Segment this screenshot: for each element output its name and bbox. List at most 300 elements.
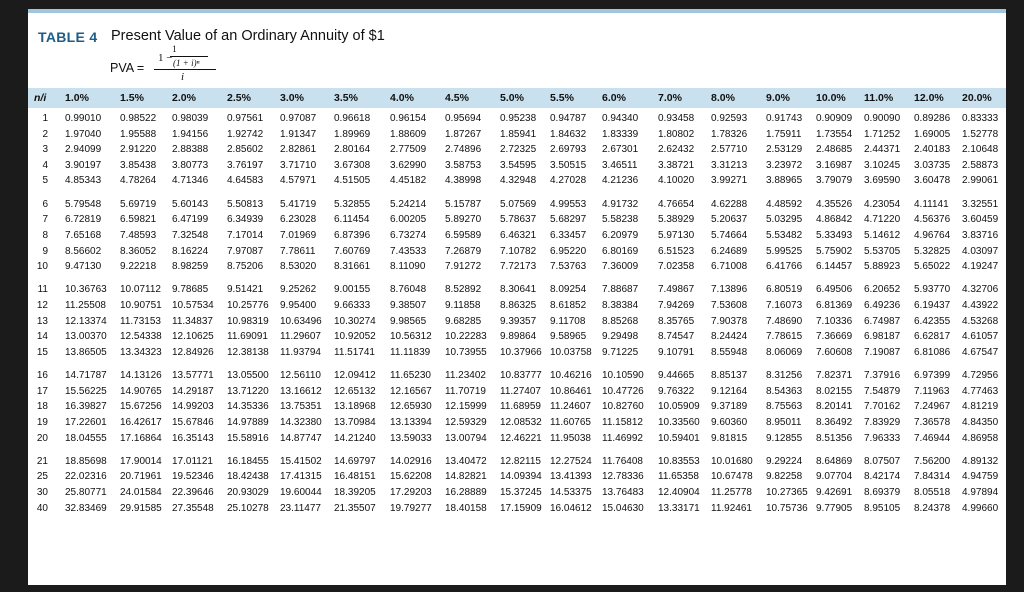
pva-value: 7.11963 xyxy=(914,385,950,397)
pva-value: 0.90090 xyxy=(864,113,901,124)
header-n-over-i: n/i xyxy=(34,92,47,104)
pva-value: 9.11708 xyxy=(550,315,586,327)
pva-value: 11.51741 xyxy=(334,346,375,358)
pva-value: 2.94099 xyxy=(65,144,102,156)
pva-value: 9.71225 xyxy=(602,346,639,358)
pva-value: 7.83929 xyxy=(864,416,901,428)
pva-value: 9.44665 xyxy=(658,370,695,382)
formula-main-fraction-bar xyxy=(154,69,216,70)
pva-value: 4.23054 xyxy=(864,198,901,210)
period-n: 4 xyxy=(42,159,48,171)
pva-value: 7.65168 xyxy=(65,229,102,241)
period-n: 19 xyxy=(36,416,48,428)
pva-value: 9.07704 xyxy=(816,471,853,483)
pva-value: 5.32825 xyxy=(914,245,951,257)
pva-value: 7.70162 xyxy=(864,401,901,413)
pva-value: 18.40158 xyxy=(445,502,487,514)
pva-value: 13.00794 xyxy=(445,432,487,444)
pva-value: 6.34939 xyxy=(227,214,264,226)
pva-value: 13.18968 xyxy=(334,401,376,413)
pva-value: 2.44371 xyxy=(864,144,901,156)
pva-value: 7.60769 xyxy=(334,245,371,257)
period-n: 20 xyxy=(36,432,48,444)
pva-value: 12.59329 xyxy=(445,416,487,428)
pva-value: 11.23402 xyxy=(445,370,486,382)
pva-value: 8.31661 xyxy=(334,261,371,273)
pva-value: 4.61057 xyxy=(962,331,999,343)
formula-lhs: PVA = xyxy=(110,61,145,75)
pva-value: 4.97894 xyxy=(962,487,999,498)
formula-one-minus: 1 − xyxy=(158,52,173,64)
pva-value: 8.24378 xyxy=(914,502,951,514)
pva-value: 4.51505 xyxy=(334,175,371,187)
pva-value: 5.68297 xyxy=(550,214,587,226)
pva-value: 4.78264 xyxy=(120,175,157,187)
pva-value: 4.56376 xyxy=(914,214,951,226)
pva-value: 8.02155 xyxy=(816,385,853,397)
pva-value: 8.69379 xyxy=(864,487,901,498)
pva-value: 7.01969 xyxy=(280,229,317,241)
pva-value: 12.10625 xyxy=(172,331,214,343)
pva-value: 9.11858 xyxy=(445,300,481,311)
pva-value: 7.96333 xyxy=(864,432,901,444)
pva-value: 2.48685 xyxy=(816,144,853,156)
pva-value: 6.33457 xyxy=(550,229,587,241)
pva-value: 11.34837 xyxy=(172,315,213,327)
period-n: 25 xyxy=(36,471,48,483)
pva-value: 4.62288 xyxy=(711,198,748,210)
header-rate: 11.0% xyxy=(864,92,894,104)
pva-value: 6.11454 xyxy=(334,214,370,226)
pva-value: 22.02316 xyxy=(65,471,107,483)
pva-value: 17.41315 xyxy=(280,471,322,483)
pva-value: 9.42691 xyxy=(816,487,853,498)
pva-value: 10.98319 xyxy=(227,315,269,327)
pva-value: 14.29187 xyxy=(172,385,214,397)
pva-value: 12.15999 xyxy=(445,401,487,413)
pva-value: 6.20979 xyxy=(602,229,639,241)
pva-value: 14.97889 xyxy=(227,416,269,428)
pva-value: 6.73274 xyxy=(390,229,427,241)
header-rate: 3.5% xyxy=(334,92,358,104)
pva-value: 8.36492 xyxy=(816,416,853,428)
header-rate: 2.5% xyxy=(227,92,251,104)
pva-value: 7.43533 xyxy=(390,245,427,257)
pva-value: 8.95105 xyxy=(864,502,901,514)
pva-value: 0.99010 xyxy=(65,113,102,124)
pva-value: 12.27524 xyxy=(550,455,592,467)
pva-value: 11.65358 xyxy=(658,471,699,483)
pva-value: 10.75736 xyxy=(766,502,808,514)
pva-value: 5.79548 xyxy=(65,198,102,210)
pva-value: 10.59401 xyxy=(658,432,700,444)
pva-value: 5.74664 xyxy=(711,229,748,241)
table-row xyxy=(28,198,1006,213)
pva-value: 5.78637 xyxy=(500,214,537,226)
pva-value: 11.68959 xyxy=(500,401,541,413)
period-n: 16 xyxy=(36,370,48,382)
pva-value: 18.04555 xyxy=(65,432,107,444)
period-n: 18 xyxy=(36,401,48,413)
table-row xyxy=(28,112,1006,127)
pva-value: 10.82760 xyxy=(602,401,644,413)
pva-value: 6.14457 xyxy=(816,261,853,273)
pva-value: 12.38138 xyxy=(227,346,269,358)
pva-value: 4.11141 xyxy=(914,198,949,210)
pva-value: 0.94340 xyxy=(602,113,639,124)
header-rate: 1.0% xyxy=(65,92,89,104)
pva-value: 6.74987 xyxy=(864,315,901,327)
pva-value: 5.99525 xyxy=(766,245,803,257)
pva-value: 3.03735 xyxy=(914,159,951,171)
period-n: 1 xyxy=(42,113,48,124)
pva-value: 7.10336 xyxy=(816,315,853,327)
pva-value: 1.88609 xyxy=(390,128,427,140)
pva-value: 4.86842 xyxy=(816,214,853,226)
pva-value: 4.81219 xyxy=(962,401,999,413)
pva-value: 5.41719 xyxy=(280,198,317,210)
pva-value: 14.21240 xyxy=(334,432,376,444)
pva-value: 6.20652 xyxy=(864,284,901,296)
pva-value: 6.46321 xyxy=(500,229,537,241)
pva-value: 10.30274 xyxy=(334,315,376,327)
pva-value: 8.09254 xyxy=(550,284,587,296)
pva-value: 5.32855 xyxy=(334,198,371,210)
table-row xyxy=(28,159,1006,174)
table-row xyxy=(28,315,1006,330)
pva-value: 8.98259 xyxy=(172,261,209,273)
pva-value: 8.38384 xyxy=(602,300,639,311)
table-row xyxy=(28,346,1006,361)
pva-value: 3.54595 xyxy=(500,159,537,171)
pva-value: 6.24689 xyxy=(711,245,748,257)
pva-value: 1.94156 xyxy=(172,128,209,140)
pva-value: 19.60044 xyxy=(280,487,322,498)
table-row xyxy=(28,455,1006,470)
pva-value: 7.26879 xyxy=(445,245,482,257)
pva-value: 24.01584 xyxy=(120,487,162,498)
formula-denominator: i xyxy=(181,71,185,83)
pva-value: 14.53375 xyxy=(550,487,592,498)
pva-value: 16.28889 xyxy=(445,487,487,498)
pva-value: 8.31256 xyxy=(766,370,803,382)
pva-value: 5.69719 xyxy=(120,198,157,210)
table-row xyxy=(28,245,1006,260)
pva-value: 9.12855 xyxy=(766,432,803,444)
pva-value: 7.48593 xyxy=(120,229,157,241)
pva-value: 1.89969 xyxy=(334,128,371,140)
pva-value: 3.76197 xyxy=(227,159,264,171)
pva-value: 8.61852 xyxy=(550,300,587,311)
pva-value: 3.71710 xyxy=(280,159,317,171)
pva-value: 4.99553 xyxy=(550,198,587,210)
pva-value: 8.35765 xyxy=(658,315,695,327)
pva-value: 7.94269 xyxy=(658,300,695,311)
pva-value: 3.99271 xyxy=(711,175,748,187)
pva-value: 20.71961 xyxy=(120,471,162,483)
pva-value: 0.83333 xyxy=(962,113,999,124)
pva-value: 3.16987 xyxy=(816,159,853,171)
pva-value: 7.37916 xyxy=(864,370,901,382)
pva-value: 2.85602 xyxy=(227,144,264,156)
pva-value: 9.22218 xyxy=(120,261,157,273)
pva-value: 4.53268 xyxy=(962,315,999,327)
pva-value: 1.95588 xyxy=(120,128,157,140)
pva-value: 11.11839 xyxy=(390,346,431,358)
pva-value: 12.54338 xyxy=(120,331,162,343)
pva-value: 21.35507 xyxy=(334,502,376,514)
pva-value: 9.95400 xyxy=(280,300,317,311)
pva-value: 0.94787 xyxy=(550,113,587,124)
pva-value: 7.56200 xyxy=(914,455,951,467)
pva-value: 4.10020 xyxy=(658,175,695,187)
pva-value: 11.69091 xyxy=(227,331,268,343)
pva-value: 4.64583 xyxy=(227,175,264,187)
pva-value: 1.52778 xyxy=(962,128,999,140)
pva-value: 3.23972 xyxy=(766,159,803,171)
pva-value: 7.60608 xyxy=(816,346,853,358)
pva-value: 5.65022 xyxy=(914,261,951,273)
pva-value: 8.75206 xyxy=(227,261,264,273)
pva-value: 6.59821 xyxy=(120,214,157,226)
pva-value: 8.06069 xyxy=(766,346,803,358)
pva-value: 0.91743 xyxy=(766,113,803,124)
pva-value: 7.82371 xyxy=(816,370,853,382)
pva-value: 6.23028 xyxy=(280,214,317,226)
pva-value: 9.76322 xyxy=(658,385,695,397)
header-rate: 10.0% xyxy=(816,92,846,104)
period-n: 7 xyxy=(42,214,48,226)
pva-value: 8.76048 xyxy=(390,284,427,296)
pva-value: 6.80519 xyxy=(766,284,803,296)
pva-value: 3.60459 xyxy=(962,214,999,226)
pva-value: 9.51421 xyxy=(227,284,264,296)
pva-value: 13.59033 xyxy=(390,432,432,444)
pva-value: 10.01680 xyxy=(711,455,753,467)
pva-value: 10.27365 xyxy=(766,487,808,498)
pva-value: 14.69797 xyxy=(334,455,376,467)
table-row xyxy=(28,174,1006,189)
pva-value: 2.77509 xyxy=(390,144,427,156)
pva-value: 9.68285 xyxy=(445,315,482,327)
pva-value: 1.92742 xyxy=(227,128,264,140)
pva-value: 10.33560 xyxy=(658,416,700,428)
pva-value: 8.05518 xyxy=(914,487,951,498)
table-row xyxy=(28,400,1006,415)
formula-frac-bottom: (1 + i)ⁿ xyxy=(173,58,200,68)
pva-value: 17.16864 xyxy=(120,432,162,444)
period-n: 17 xyxy=(36,385,48,397)
pva-value: 12.16567 xyxy=(390,385,432,397)
pva-value: 7.36578 xyxy=(914,416,951,428)
header-rate: 3.0% xyxy=(280,92,304,104)
pva-value: 10.46216 xyxy=(550,370,592,382)
pva-value: 12.84926 xyxy=(172,346,214,358)
pva-value: 8.20141 xyxy=(816,401,853,413)
pva-value: 2.58873 xyxy=(962,159,999,171)
header-rate: 8.0% xyxy=(711,92,735,104)
pva-value: 16.48151 xyxy=(334,471,376,483)
pva-value: 14.90765 xyxy=(120,385,162,397)
pva-value: 4.86958 xyxy=(962,432,999,444)
pva-value: 4.03097 xyxy=(962,245,999,257)
pva-value: 2.74896 xyxy=(445,144,482,156)
pva-value: 1.80802 xyxy=(658,128,695,140)
pva-value: 6.80169 xyxy=(602,245,639,257)
pva-value: 5.89270 xyxy=(445,214,482,226)
pva-value: 6.49236 xyxy=(864,300,901,311)
pva-value: 5.58238 xyxy=(602,214,639,226)
pva-value: 9.47130 xyxy=(65,261,102,273)
period-n: 15 xyxy=(36,346,48,358)
pva-value: 15.62208 xyxy=(390,471,432,483)
pva-value: 6.47199 xyxy=(172,214,209,226)
pva-value: 8.42174 xyxy=(864,471,901,483)
pva-value: 9.98565 xyxy=(390,315,427,327)
pva-value: 4.67547 xyxy=(962,346,999,358)
period-n: 21 xyxy=(36,455,48,467)
pva-value: 15.67256 xyxy=(120,401,162,413)
pva-value: 6.19437 xyxy=(914,300,951,311)
header-rate: 9.0% xyxy=(766,92,790,104)
pva-value: 6.81086 xyxy=(914,346,951,358)
pva-value: 5.53705 xyxy=(864,245,901,257)
pva-value: 10.92052 xyxy=(334,331,376,343)
pva-value: 4.71346 xyxy=(172,175,209,187)
pva-value: 29.91585 xyxy=(120,502,162,514)
pva-value: 1.91347 xyxy=(280,128,317,140)
pva-value: 7.78611 xyxy=(280,245,316,257)
pva-value: 3.69590 xyxy=(864,175,901,187)
pva-value: 4.48592 xyxy=(766,198,803,210)
pva-value: 10.05909 xyxy=(658,401,700,413)
pva-value: 5.33493 xyxy=(816,229,853,241)
pva-formula xyxy=(110,46,270,86)
pva-value: 4.45182 xyxy=(390,175,427,187)
period-n: 8 xyxy=(42,229,48,241)
pva-value: 4.71220 xyxy=(864,214,901,226)
pva-value: 3.32551 xyxy=(962,198,999,210)
pva-value: 1.71252 xyxy=(864,128,901,140)
pva-value: 7.90378 xyxy=(711,315,748,327)
period-n: 40 xyxy=(36,502,48,514)
pva-value: 5.53482 xyxy=(766,229,803,241)
pva-value: 19.52346 xyxy=(172,471,214,483)
pva-value: 8.56602 xyxy=(65,245,102,257)
pva-value: 1.85941 xyxy=(500,128,537,140)
pva-value: 13.75351 xyxy=(280,401,322,413)
pva-value: 10.86461 xyxy=(550,385,592,397)
pva-value: 14.99203 xyxy=(172,401,214,413)
pva-value: 10.36763 xyxy=(65,284,107,296)
pva-value: 7.36669 xyxy=(816,331,853,343)
pva-value: 7.19087 xyxy=(864,346,901,358)
pva-value: 5.07569 xyxy=(500,198,537,210)
pva-value: 3.60478 xyxy=(914,175,951,187)
pva-value: 3.46511 xyxy=(602,159,638,171)
pva-value: 0.95238 xyxy=(500,113,537,124)
pva-value: 12.46221 xyxy=(500,432,542,444)
period-n: 2 xyxy=(42,128,48,140)
pva-value: 13.57771 xyxy=(172,370,214,382)
formula-frac-top: 1 xyxy=(172,45,177,55)
pva-value: 13.05500 xyxy=(227,370,269,382)
pva-value: 14.71787 xyxy=(65,370,107,382)
pva-value: 9.29498 xyxy=(602,331,639,343)
pva-value: 15.41502 xyxy=(280,455,322,467)
table-row xyxy=(28,369,1006,384)
pva-value: 25.10278 xyxy=(227,502,269,514)
pva-value: 7.54879 xyxy=(864,385,901,397)
pva-value: 10.57534 xyxy=(172,300,214,311)
period-n: 5 xyxy=(42,175,48,187)
pva-value: 7.24967 xyxy=(914,401,951,413)
pva-value: 4.57971 xyxy=(280,175,317,187)
pva-value: 7.17014 xyxy=(227,229,264,241)
pva-value: 5.88923 xyxy=(864,261,901,273)
pva-value: 0.98522 xyxy=(120,113,157,124)
pva-value: 8.30641 xyxy=(500,284,537,296)
pva-value: 9.66333 xyxy=(334,300,371,311)
pva-value: 12.82115 xyxy=(500,455,541,467)
pva-value: 3.50515 xyxy=(550,159,587,171)
pva-value: 10.83553 xyxy=(658,455,700,467)
pva-value: 1.97040 xyxy=(65,128,102,140)
table-row xyxy=(28,470,1006,485)
pva-value: 14.02916 xyxy=(390,455,432,467)
pva-value: 8.24424 xyxy=(711,331,748,343)
pva-value: 11.29607 xyxy=(280,331,321,343)
pva-value: 9.77905 xyxy=(816,502,853,514)
pva-value: 13.76483 xyxy=(602,487,644,498)
table-row xyxy=(28,502,1006,517)
pva-value: 3.10245 xyxy=(864,159,901,171)
header-rate: 2.0% xyxy=(172,92,196,104)
pva-value: 5.50813 xyxy=(227,198,264,210)
pva-value: 10.73955 xyxy=(445,346,487,358)
pva-value: 14.82821 xyxy=(445,471,487,483)
pva-value: 16.35143 xyxy=(172,432,214,444)
pva-value: 16.39827 xyxy=(65,401,107,413)
pva-value: 18.42438 xyxy=(227,471,269,483)
pva-value: 3.79079 xyxy=(816,175,853,187)
pva-value: 6.81369 xyxy=(816,300,853,311)
pva-value: 7.46944 xyxy=(914,432,951,444)
pva-value: 3.80773 xyxy=(172,159,209,171)
pva-value: 4.85343 xyxy=(65,175,102,187)
pva-value: 7.88687 xyxy=(602,284,639,296)
pva-value: 8.11090 xyxy=(390,261,426,273)
pva-value: 9.00155 xyxy=(334,284,371,296)
pva-value: 6.97399 xyxy=(914,370,951,382)
pva-value: 12.08532 xyxy=(500,416,542,428)
pva-value: 4.32706 xyxy=(962,284,999,296)
pva-value: 0.90909 xyxy=(816,113,853,124)
pva-value: 14.13126 xyxy=(120,370,162,382)
pva-value: 32.83469 xyxy=(65,502,107,514)
pva-value: 5.20637 xyxy=(711,214,748,226)
pva-value: 7.84314 xyxy=(914,471,951,483)
pva-value: 9.89864 xyxy=(500,331,537,343)
annuity-table-page xyxy=(28,9,1006,585)
pva-value: 18.39205 xyxy=(334,487,376,498)
pva-value: 1.78326 xyxy=(711,128,748,140)
pva-value: 10.67478 xyxy=(711,471,753,483)
pva-value: 12.13374 xyxy=(65,315,107,327)
pva-value: 2.99061 xyxy=(962,175,999,187)
pva-value: 17.22601 xyxy=(65,416,107,428)
pva-value: 12.65930 xyxy=(390,401,432,413)
